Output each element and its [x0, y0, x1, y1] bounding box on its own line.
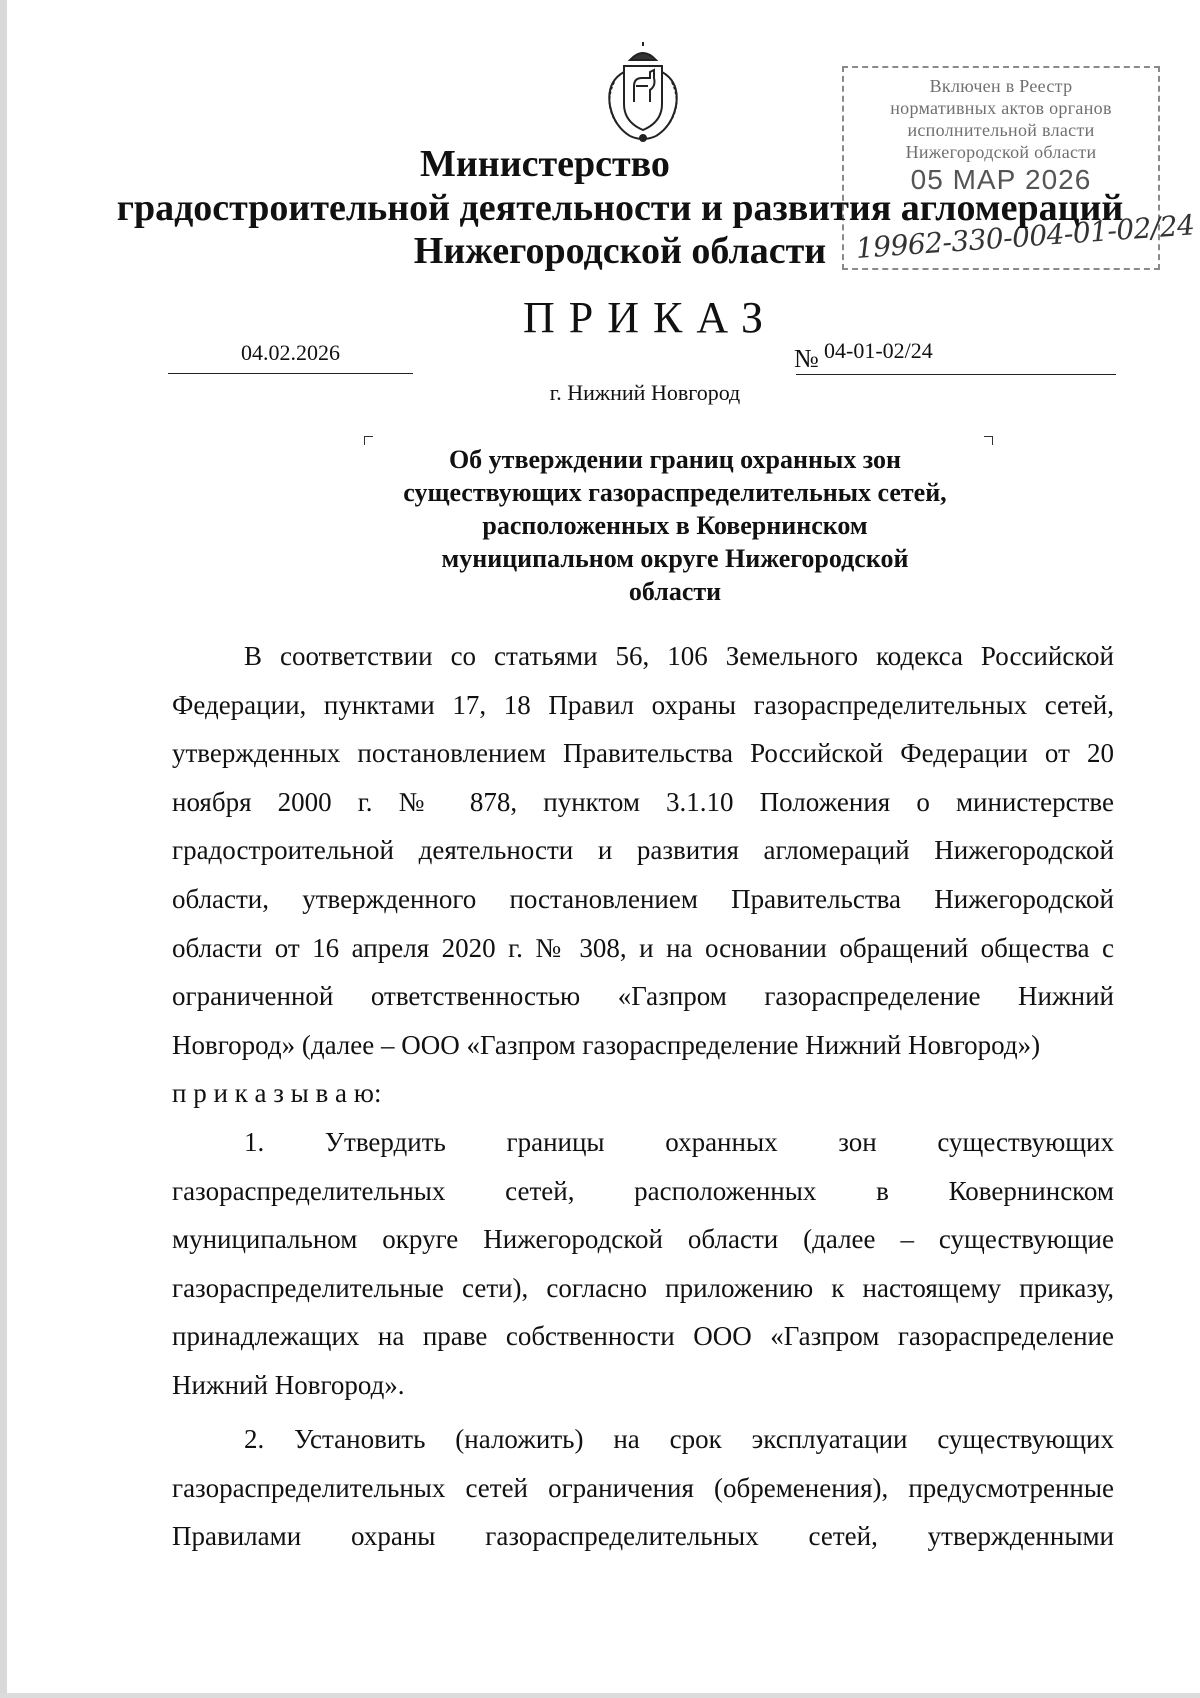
body-line: газораспределительных сетей ограничения (обременения), предусмотренные — [172, 1472, 1114, 1503]
subject-line: расположенных в Ковернинском — [482, 511, 868, 540]
order-verb: п р и к а з ы в а ю: — [172, 1078, 382, 1109]
stamp-line-4: Нижегородской области — [905, 142, 1097, 162]
coat-of-arms-icon — [600, 42, 686, 146]
body-line: области от 16 апреля 2020 г. № 308, и на основании обращений общества с — [172, 932, 1114, 963]
subject-line: Об утверждении границ охранных зон — [448, 445, 902, 474]
city: г. Нижний Новгород — [549, 380, 741, 405]
number-underline — [796, 374, 1116, 375]
preamble — [172, 632, 1114, 1118]
clause-2 — [172, 1415, 1114, 1561]
subject-line: муниципальном округе Нижегородской — [441, 544, 909, 573]
ministry-title-line-2: градостроительной деятельности и развития агломераций — [116, 187, 1124, 229]
body-line: Нижний Новгород». — [172, 1369, 405, 1400]
date-underline — [168, 373, 413, 374]
body-line: муниципальном округе Нижегородской области (далее – существующие — [172, 1224, 1114, 1255]
document-type-heading: ПРИКАЗ — [522, 293, 778, 342]
body-line: Новгород» (далее – ООО «Газпром газораспределение Нижний Новгород») — [172, 1029, 1041, 1060]
body-line: В соответствии со статьями 56, 106 Земельного кодекса Российской — [244, 641, 1114, 671]
ministry-title-line-1: Министерство — [420, 143, 670, 185]
body-line: ограниченной ответственностью «Газпром газораспределение Нижний — [172, 981, 1114, 1012]
number-sign: № — [794, 344, 819, 373]
scan-edge-bottom — [0, 1693, 1200, 1698]
stamp-line-1: Включен в Реестр — [929, 76, 1073, 96]
body-line: области, утвержденного постановлением Правительства Нижегородской — [172, 883, 1114, 914]
body-line: 1. Утвердить границы охранных зон существующих — [244, 1127, 1114, 1157]
body-line: градостроительной деятельности и развития агломераций Нижегородской — [172, 835, 1114, 866]
scan-edge-left — [0, 0, 7, 1698]
stamp-line-3: исполнительной власти — [907, 120, 1095, 140]
body-line: 2. Установить (наложить) на срок эксплуатации существующих — [244, 1424, 1114, 1454]
body-line: газораспределительных сетей, расположенных в Ковернинском — [172, 1175, 1114, 1206]
clause-1 — [172, 1118, 1114, 1410]
body-line: ноября 2000 г. № 878, пунктом 3.1.10 Положения о министерстве — [172, 786, 1114, 817]
order-date: 04.02.2026 — [241, 340, 340, 365]
subject-line: области — [628, 577, 722, 606]
body-line: Правилами охраны газораспределительных сетей, утвержденными — [172, 1521, 1114, 1552]
stamp-date: 05 МАР 2026 — [910, 164, 1092, 195]
order-number: 04-01-02/24 — [824, 338, 933, 363]
stamp-line-2: нормативных актов органов — [890, 98, 1112, 118]
stamp-registration-number: 19962-330-004-01-02/24 — [854, 208, 1196, 265]
body-line: газораспределительные сети), согласно приложению к настоящему приказу, — [172, 1272, 1114, 1303]
ministry-title-line-3: Нижегородской области — [413, 230, 827, 272]
body-line: Федерации, пунктами 17, 18 Правил охраны газораспределительных сетей, — [172, 689, 1114, 720]
body-line: утвержденных постановлением Правительства Российской Федерации от 20 — [172, 738, 1114, 769]
subject-line: существующих газораспределительных сетей, — [403, 478, 947, 507]
order-subject — [360, 443, 990, 608]
body-line: принадлежащих на праве собственности ООО «Газпром газораспределение — [172, 1321, 1114, 1352]
